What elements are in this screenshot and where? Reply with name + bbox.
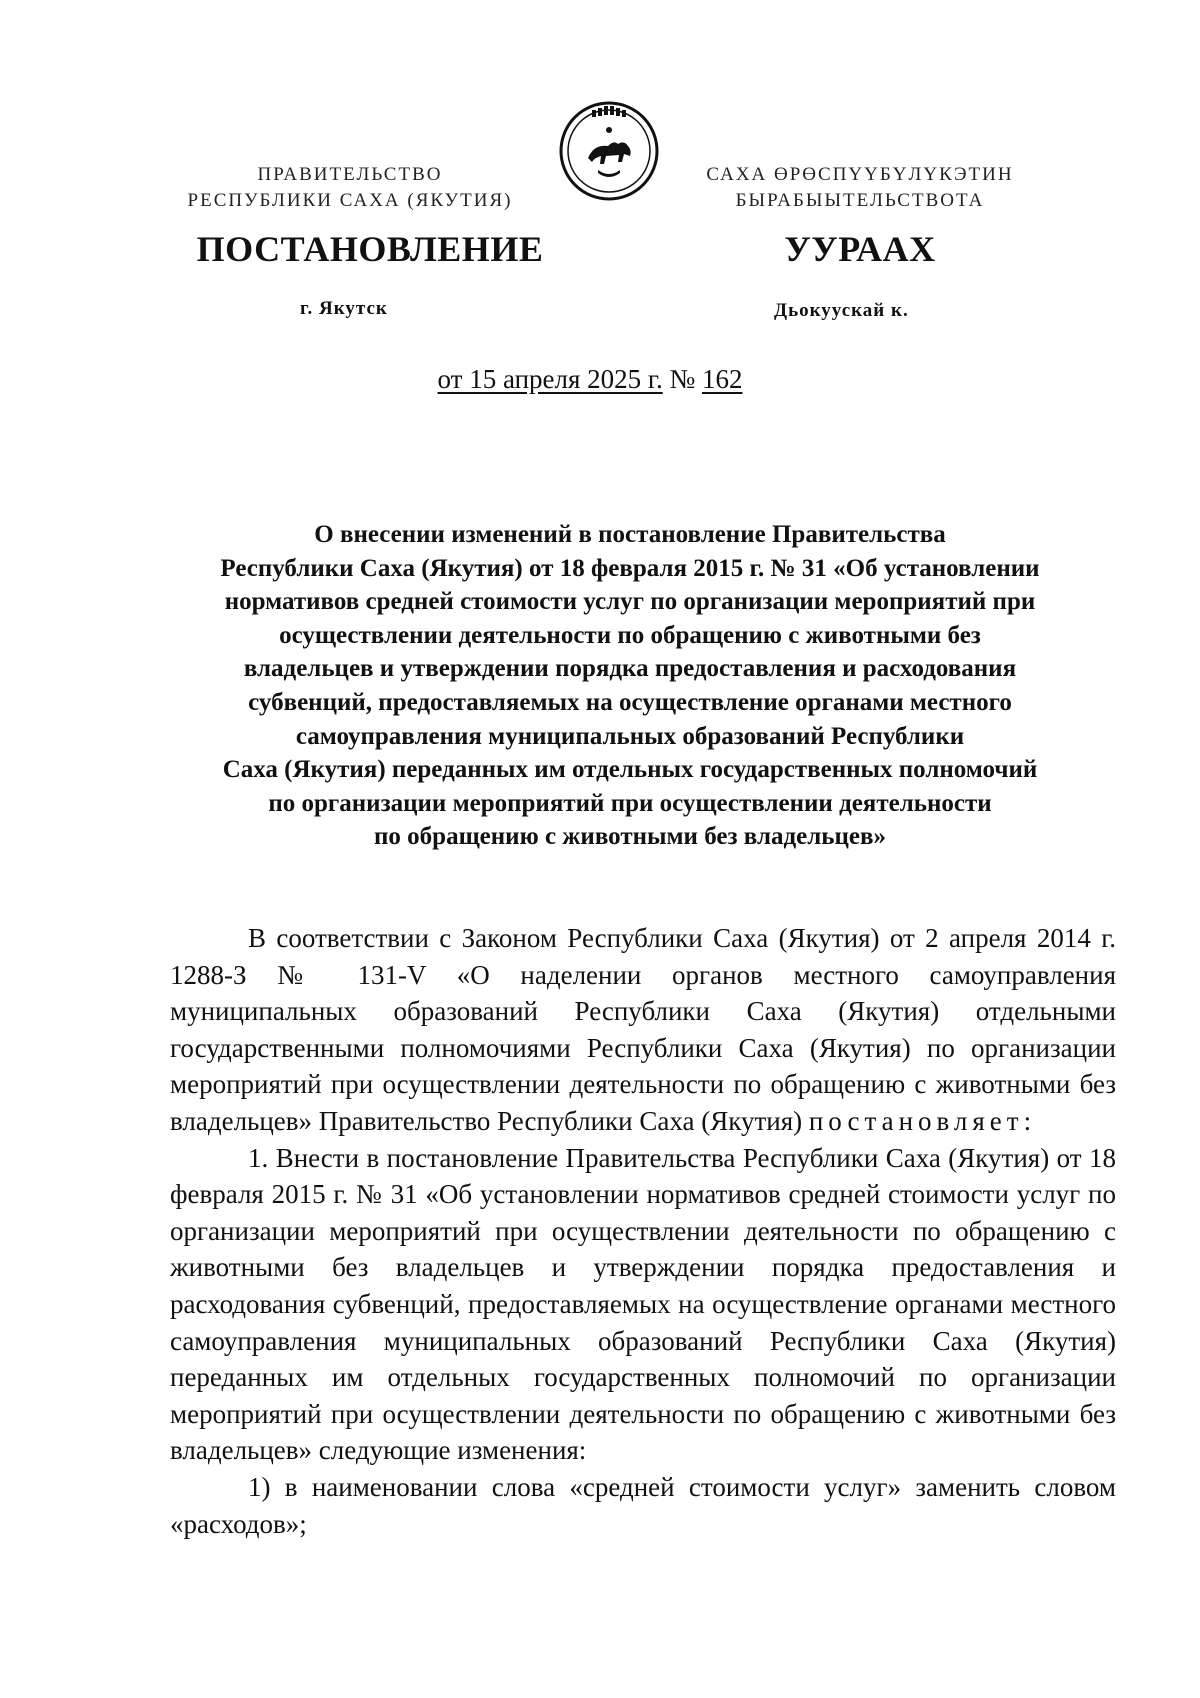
emblem-icon	[558, 100, 660, 202]
title-line: Саха (Якутия) переданных им отдельных государственных полномочий	[222, 756, 1038, 784]
preamble-text: В соответствии с Законом Республики Саха (Якутия) от 2 апреля 2014 г. 1288-З № 131-V «О наделении органов местного самоуправления муниципальных образований Республики Саха (Якутия) отдельными государственными полномочиями Республики Саха (Якутия) по организации мероприятий при осуществлении деятельности по обращению с животными без владельцев»	[170, 923, 1116, 1136]
document-number: 162	[701, 364, 743, 394]
item-1-paragraph: 1. Внести в постановление Правительства Республики Саха (Якутия) от 18 февраля 2015 г. № 31 «Об установлении нормативов средней стоимости услуг по организации мероприятий при осуществлении деятельности по обращению с животными без владельцев и утверждении порядка предоставления и расходования субвенций, предоставляемых на осуществление органами местного самоуправления муниципальных образований Республики Саха (Якутия) переданных им отдельных государственных полномочий по организации мероприятий при осуществлении деятельности по обращению с животными без владельцев» следующие изменения:	[170, 1142, 1116, 1466]
gov-line1-sakha: САХА ӨРӨСПҮҮБҮЛҮКЭТИН	[706, 164, 1014, 185]
title-line: самоуправления муниципальных образований Республики	[295, 722, 965, 750]
title-line: по организации мероприятий при осуществлении деятельности	[268, 789, 992, 817]
gov-line2-ru: РЕСПУБЛИКИ САХА (ЯКУТИЯ)	[187, 190, 513, 211]
preamble-subject: Правительство Республики Саха (Якутия)	[318, 1105, 803, 1136]
preamble-paragraph	[170, 920, 1116, 1140]
title-line: Республики Саха (Якутия) от 18 февраля 2015 г. № 31 «Об установлении	[220, 554, 1040, 582]
number-sign: №	[669, 364, 696, 394]
item-1-1-paragraph: 1) в наименовании слова «средней стоимости услуг» заменить словом «расходов»;	[170, 1471, 1116, 1539]
document-dateline	[0, 364, 1180, 395]
doc-type-ru: ПОСТАНОВЛЕНИЕ	[196, 229, 544, 269]
title-line: владельцев и утверждении порядка предоставления и расходования	[243, 655, 1017, 683]
government-name-ru	[170, 162, 530, 214]
title-line: нормативов средней стоимости услуг по организации мероприятий при	[224, 588, 1036, 616]
gov-line2-sakha: БЫРАБЫЫТЕЛЬСТВОТА	[735, 190, 985, 211]
title-line: субвенций, предоставляемых на осуществление органами местного	[248, 688, 1012, 716]
resolves-word: постановляет:	[808, 1105, 1037, 1136]
document-title	[170, 518, 1090, 854]
city-sakha: Дьокуускай к.	[774, 300, 909, 321]
title-line: осуществлении деятельности по обращению с животными без	[279, 621, 981, 649]
gov-line1-ru: ПРАВИТЕЛЬСТВО	[257, 164, 443, 185]
document-body	[170, 920, 1116, 1542]
coat-of-arms-emblem	[558, 100, 660, 202]
document-date: от 15 апреля 2025 г.	[437, 364, 663, 394]
title-line: по обращению с животными без владельцев»	[374, 823, 886, 851]
title-line: О внесении изменений в постановление Правительства	[314, 521, 946, 548]
doc-type-sakha: УУРААХ	[784, 229, 936, 269]
city-ru: г. Якутск	[300, 298, 388, 319]
government-name-sakha	[680, 162, 1040, 214]
